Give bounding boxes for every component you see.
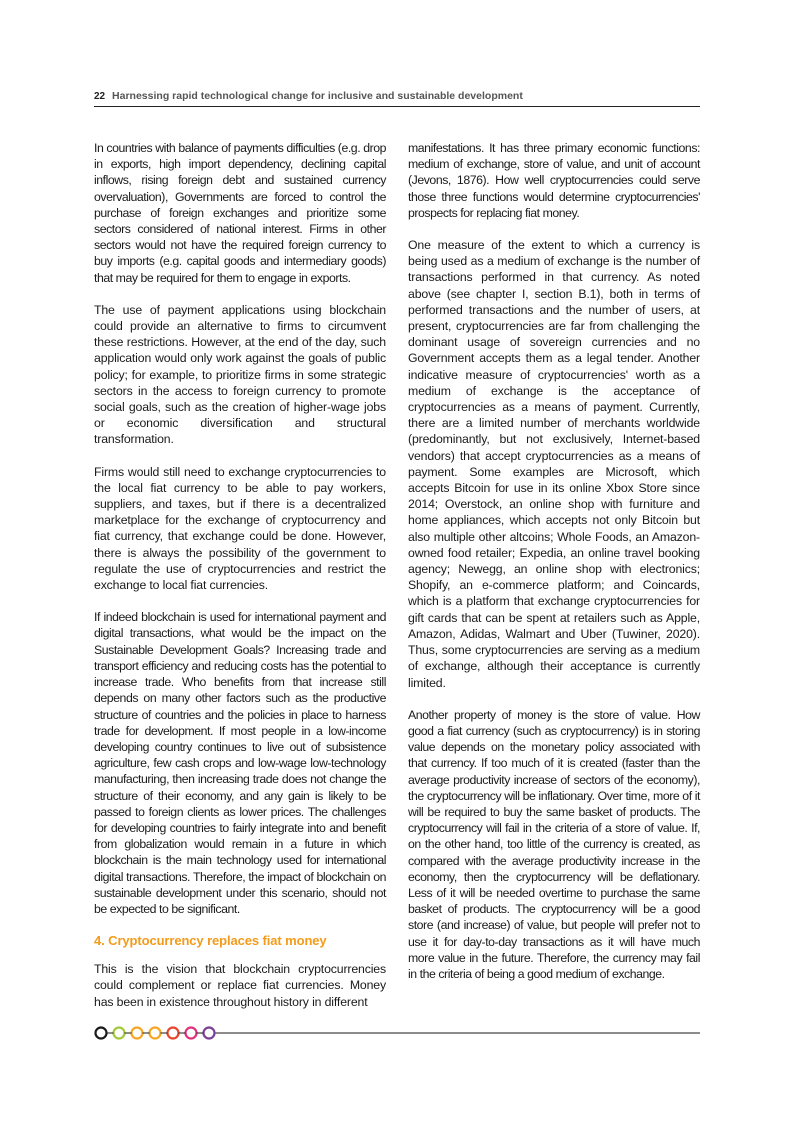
footer-decoration [93,1024,700,1042]
paragraph: Firms would still need to exchange cryptocurrencies to the local fiat currency to be able to pay workers, suppliers, and taxes, but if there is a decentralized marketplace for the exchange of cryptocurrency and fiat currency, that exchange could be done. However, there is always the possibility of the government to regulate the use of cryptocurrencies and restrict the exchange to local fiat currencies. [94,464,386,593]
paragraph: If indeed blockchain is used for international payment and digital transactions, what would be the impact on the Sustainable Development Goals? Increasing trade and transport efficiency and reducing costs has the potential to increase trade. Who benefits from that increase still depends on many other factors such as the productive structure of countries and the policies in place to harness trade for development. If most people in a low-income developing country continues to live out of subsistence agriculture, few cash crops and low-wage low-technology manufacturing, then increasing trade does not change the structure of their economy, and any gain is likely to be passed to foreign clients as lower prices. The challenges for developing countries to fairly integrate into and benefit from globalization would remain in a future in which blockchain is the main technology used for international digital transactions. Therefore, the impact of blockchain on sustainable development under this scenario, should not be expected to be significant. [94,610,386,916]
paragraph: manifestations. It has three primary economic functions: medium of exchange, store of value, and unit of account (Jevons, 1876). How well cryptocurrencies could serve those three functions would determine cryptocurrencies' prospects for replacing fiat money. [408,141,700,220]
footer-circle [204,1028,215,1039]
header-rule [94,106,700,107]
paragraph: The use of payment applications using blockchain could provide an alternative to firms to circumvent these restrictions. However, at the end of the day, such application would only work against the goals of public policy; for example, to prioritize firms in some strategic sectors in the access to foreign currency to promote social goals, such as the creation of higher-wage jobs or economic diversification and structural transformation. [94,302,386,447]
paragraph: This is the vision that blockchain cryptocurrencies could complement or replace fiat currencies. Money has been in existence throughout history in different [94,962,386,1009]
page-number: 22 [94,91,106,102]
footer-circle [96,1028,107,1039]
footer-circle [132,1028,143,1039]
footer-circle [150,1028,161,1039]
right-column [408,140,700,998]
left-column [94,140,386,1026]
paragraph: One measure of the extent to which a currency is being used as a medium of exchange is the number of transactions performed in that currency. As noted above (see chapter I, section B.1), both in terms of performed transactions and the number of users, at present, cryptocurrencies are far from challenging the dominant usage of sovereign currencies and no Government accepts them as a legal tender. Another indicative measure of cryptocurrencies' worth as a medium of exchange is the acceptance of cryptocurrencies as a means of payment. Currently, there are a limited number of merchants worldwide (predominantly, but not exclusively, Internet-based vendors) that accept cryptocurrencies as a means of payment. Some examples are Microsoft, which accepts Bitcoin for use in its online Xbox Store since 2014; Overstock, an online shop with furniture and home appliances, which accepts not only Bitcoin but also multiple other altcoins; Whole Foods, an Amazon-owned food retailer; Expedia, an online travel booking agency; Newegg, an online shop with electronics; Shopify, an e-commerce platform; and Coincards, which is a platform that exchange cryptocurrencies for gift cards that can be spent at retailers such as Apple, Amazon, Adidas, Walmart and Uber (Tuwiner, 2020). Thus, some cryptocurrencies are serving as a medium of exchange, although their acceptance is currently limited. [408,238,700,690]
running-title: Harnessing rapid technological change for inclusive and sustainable development [112,90,523,102]
paragraph: In countries with balance of payments difficulties (e.g. drop in exports, high import dependency, declining capital inflows, rising foreign debt and sustained currency overvaluation), Governments are forced to control the purchase of foreign exchanges and prioritize some sectors considered of national interest. Firms in other sectors would not have the required foreign currency to buy imports (e.g. capital goods and intermediary goods) that may be required for them to engage in exports. [94,141,386,285]
footer-circle [168,1028,179,1039]
paragraph: Another property of money is the store of value. How good a fiat currency (such as cryptocurrency) is in storing value depends on the monetary policy associated with that currency. If too much of it is created (faster than the average productivity increase of sectors of the economy), the cryptocurrency will be inflationary. Over time, more of it will be required to buy the same basket of products. The cryptocurrency will fail in the criteria of a store of value. If, on the other hand, too little of the currency is created, as compared with the average productivity increase in the economy, then the cryptocurrency will be deflationary. Less of it will be needed overtime to purchase the same basket of products. The cryptocurrency will be a good store (and increase) of value, but people will prefer not to use it for day-to-day transactions as it will have much more value in the future. Therefore, the currency may fail in the criteria of being a good medium of exchange. [408,707,700,981]
section-heading: 4. Cryptocurrency replaces fiat money [94,933,327,949]
running-header [94,89,700,104]
footer-circle [114,1028,125,1039]
footer-circle [186,1028,197,1039]
